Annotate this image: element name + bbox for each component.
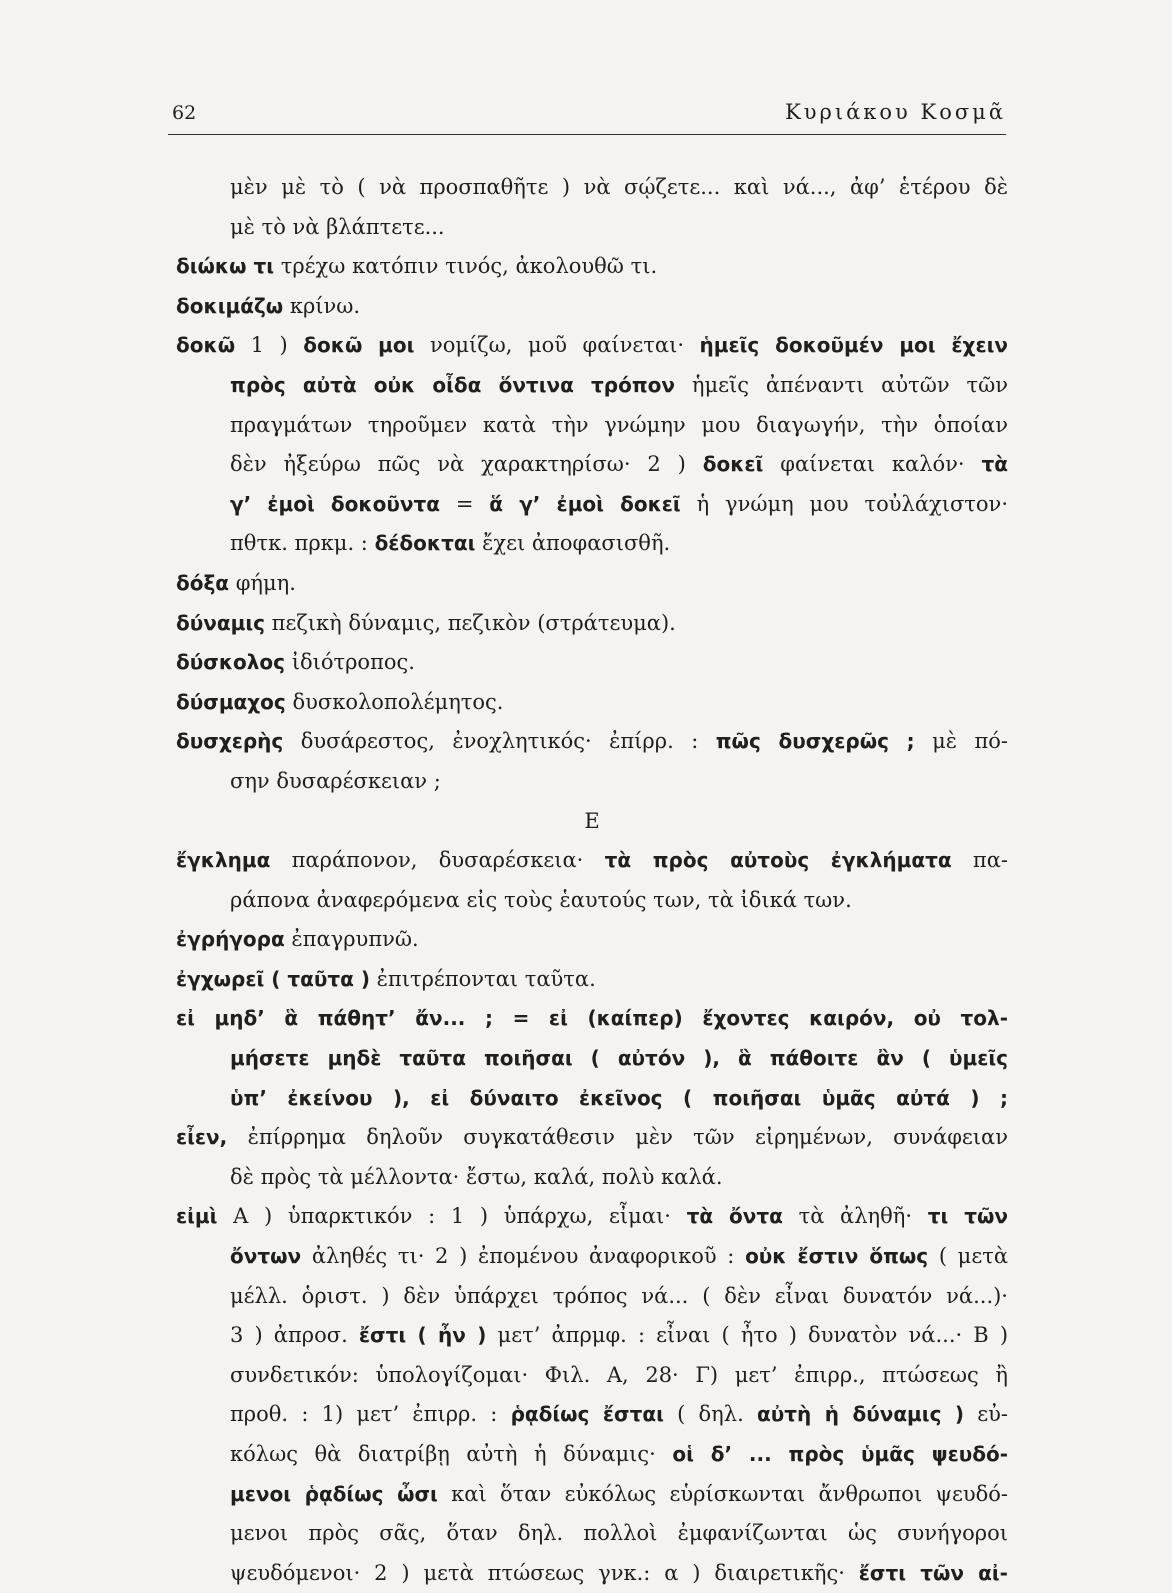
- headword: διώκω τι: [176, 254, 275, 279]
- definition-text: ἡμεῖς ἀπέναντι αὐτῶν τῶν: [675, 372, 1008, 397]
- definition-text: πραγμάτων τηροῦμεν κατὰ τὴν γνώμην μου διαγωγήν, τὴν ὁποίαν: [230, 412, 1008, 437]
- section-letter: [176, 802, 1008, 842]
- headword: πῶς δυσχερῶς ;: [715, 729, 915, 754]
- headword: μήσετε μηδὲ ταῦτα ποιῆσαι ( αὐτόν ), ἃ πάθοιτε ἂν ( ὑμεῖς: [230, 1046, 1008, 1071]
- dictionary-entry-line: [176, 960, 1008, 1000]
- headword: μενοι ῥᾳδίως ὦσι: [230, 1481, 438, 1506]
- headword: ὑπ’ ἐκείνου ), εἰ δύναιτο ἐκεῖνος ( ποιῆσαι ὑμᾶς αὐτά ) ;: [230, 1085, 1008, 1110]
- definition-text: ἀληθές τι· 2 ) ἐπομένου ἀναφορικοῦ :: [301, 1244, 746, 1269]
- definition-text: φήμη.: [229, 570, 296, 595]
- headword: τὰ: [981, 452, 1008, 477]
- dictionary-entry-line: [176, 643, 1008, 683]
- continuation-line: [176, 1277, 1008, 1317]
- dictionary-entry-line: [176, 247, 1008, 287]
- page-header: [168, 100, 1006, 135]
- continuation-line: [176, 1316, 1008, 1356]
- definition-text: νομίζω, μοῦ φαίνεται·: [414, 333, 700, 358]
- definition-text: πα-: [951, 848, 1008, 873]
- headword: ἔστι τῶν αἰ-: [858, 1560, 1008, 1585]
- headword: δοκεῖ: [702, 452, 764, 477]
- headword: ὄντων: [230, 1244, 302, 1269]
- definition-text: τρέχω κατόπιν τινός, ἀκολουθῶ τι.: [274, 254, 658, 279]
- headword: δοκῶ: [176, 333, 236, 358]
- definition-text: τὰ ἀληθῆ·: [782, 1204, 928, 1229]
- headword: αὐτὴ ἡ δύναμις ): [756, 1402, 965, 1427]
- definition-text: μὲν μὲ τὸ ( νὰ προσπαθῆτε ) νὰ σῴζετε... καὶ νά..., ἀφ’ ἑτέρου δὲ: [230, 175, 1008, 199]
- definition-text: ἐπίρρημα δηλοῦν συγκατάθεσιν μὲν τῶν εἰρημένων, συνάφειαν: [227, 1125, 1008, 1150]
- definition-text: κόλως θὰ διατρίβῃ αὐτὴ ἡ δύναμις·: [230, 1442, 673, 1466]
- headword: οἱ δ’ ... πρὸς ὑμᾶς ψευδό-: [672, 1442, 1008, 1466]
- definition-text: σην δυσαρέσκειαν ;: [230, 768, 441, 793]
- dictionary-entry-line: [176, 920, 1008, 960]
- headword: δέδοκται: [374, 531, 476, 556]
- definition-text: ψευδόμενοι· 2 ) μετὰ πτώσεως γνκ.: α ) διαιρετικῆς·: [230, 1560, 859, 1585]
- running-title: Κυριάκου Κοσμᾶ: [785, 100, 1006, 124]
- continuation-line: [176, 1514, 1008, 1554]
- headword: δόξα: [176, 570, 230, 595]
- headword: τὰ πρὸς αὐτοὺς ἐγκλήματα: [604, 848, 952, 873]
- headword: δοκιμάζω: [176, 293, 284, 318]
- dictionary-entry-line: [176, 564, 1008, 604]
- headword: ἔγκλημα: [176, 848, 271, 873]
- dictionary-entry-line: [176, 1197, 1008, 1237]
- continuation-line: [176, 208, 1008, 248]
- definition-text: φαίνεται καλόν·: [763, 452, 982, 477]
- headword: εἰ μηδ’ ἃ πάθητ’ ἄν... ; = εἰ (καίπερ) ἔχοντες καιρόν, οὐ τολ-: [176, 1006, 1008, 1031]
- definition-text: ( μετὰ: [928, 1244, 1008, 1269]
- continuation-line: [176, 485, 1008, 525]
- definition-text: παράπονον, δυσαρέσκεια·: [270, 848, 605, 873]
- continuation-line: [176, 1554, 1008, 1593]
- continuation-line: [176, 762, 1008, 802]
- dictionary-entry-line: [176, 1118, 1008, 1158]
- headword: δύσμαχος: [176, 689, 286, 714]
- dictionary-text: [176, 168, 1008, 1593]
- definition-text: ( δηλ.: [663, 1402, 757, 1427]
- dictionary-entry-line: [176, 722, 1008, 762]
- definition-text: ἐπιτρέπονται ταῦτα.: [369, 966, 596, 991]
- definition-text: μενοι πρὸς σᾶς, ὅταν δηλ. πολλοὶ ἐμφανίζωνται ὡς συνήγοροι: [230, 1521, 1008, 1546]
- headword: δυσχερὴς: [176, 729, 284, 754]
- definition-text: ράπονα ἀναφερόμενα εἰς τοὺς ἑαυτούς των, τὰ ἰδικά των.: [230, 887, 852, 912]
- page-number: 62: [172, 102, 197, 124]
- definition-text: ἐπαγρυπνῶ.: [284, 927, 419, 952]
- definition-text: 3 ) ἀπροσ.: [230, 1323, 359, 1348]
- definition-text: ἔχει ἀποφασισθῆ.: [475, 531, 671, 556]
- headword: δοκῶ μοι: [303, 333, 415, 358]
- definition-text: 1 ): [235, 333, 304, 358]
- continuation-line: [176, 1395, 1008, 1435]
- headword: εἶεν,: [176, 1125, 228, 1150]
- headword: οὐκ ἔστιν ὅπως: [745, 1244, 929, 1269]
- continuation-line: [176, 1237, 1008, 1277]
- definition-text: μὲ πό-: [914, 729, 1008, 754]
- continuation-line: [176, 366, 1008, 406]
- definition-text: εὐ-: [964, 1402, 1008, 1427]
- continuation-line: [176, 881, 1008, 921]
- definition-text: δυσάρεστος, ἐνοχλητικός· ἐπίρρ. :: [283, 729, 716, 754]
- definition-text: μὲ τὸ νὰ βλάπτετε...: [230, 214, 445, 239]
- headword: ἔστι ( ἦν ): [358, 1323, 487, 1348]
- headword: τι τῶν: [927, 1204, 1008, 1229]
- definition-text: δυσκολοπολέμητος.: [285, 689, 504, 714]
- dictionary-entry-line: [176, 604, 1008, 644]
- headword: ἐγχωρεῖ ( ταῦτα ): [176, 966, 370, 991]
- definition-text: προθ. : 1) μετ’ ἐπιρρ. :: [230, 1402, 511, 1427]
- continuation-line: [176, 1039, 1008, 1079]
- definition-text: ἡ γνώμη μου τοὐλάχιστον·: [680, 491, 1008, 516]
- continuation-line: [176, 1356, 1008, 1396]
- definition-text: δὲν ἠξεύρω πῶς νὰ χαρακτηρίσω· 2 ): [230, 452, 703, 477]
- headword: γ’ ἐμοὶ δοκοῦντα: [230, 491, 440, 516]
- dictionary-entry-line: [176, 326, 1008, 366]
- definition-text: πεζικὴ δύναμις, πεζικὸν (στράτευμα).: [264, 610, 676, 635]
- continuation-line: [176, 445, 1008, 485]
- dictionary-entry-line: [176, 287, 1008, 327]
- definition-text: κρίνω.: [283, 293, 361, 318]
- continuation-line: [176, 406, 1008, 446]
- headword: τὰ ὄντα: [686, 1204, 783, 1229]
- definition-text: δὲ πρὸς τὰ μέλλοντα· ἔστω, καλά, πολὺ καλά.: [230, 1164, 723, 1189]
- definition-text: μετ’ ἀπρμφ. : εἶναι ( ἦτο ) δυνατὸν νά...· Β ): [486, 1323, 1008, 1348]
- definition-text: καὶ ὅταν εὐκόλως εὑρίσκωνται ἄνθρωποι ψευδό-: [437, 1481, 1008, 1506]
- headword: εἰμὶ: [176, 1204, 218, 1229]
- definition-text: πθτκ. πρκμ. :: [230, 531, 375, 556]
- headword: δύσκολος: [176, 650, 286, 675]
- continuation-line: [176, 1158, 1008, 1198]
- dictionary-entry-line: [176, 683, 1008, 723]
- continuation-line: [176, 524, 1008, 564]
- headword: δύναμις: [176, 610, 265, 635]
- definition-text: μέλλ. ὁριστ. ) δὲν ὑπάρχει τρόπος νά... ( δὲν εἶναι δυνατόν νά...)·: [230, 1283, 1008, 1308]
- headword: πρὸς αὐτὰ οὐκ οἶδα ὅντινα τρόπον: [230, 372, 676, 397]
- continuation-line: [176, 1079, 1008, 1119]
- headword: ἐγρήγορα: [176, 927, 285, 952]
- definition-text: Ε: [584, 808, 600, 833]
- headword: ἅ γ’ ἐμοὶ δοκεῖ: [489, 491, 681, 516]
- headword: ῥᾳδίως ἔσται: [510, 1402, 664, 1427]
- continuation-line: [176, 168, 1008, 208]
- dictionary-entry-line: [176, 999, 1008, 1039]
- continuation-line: [176, 1435, 1008, 1475]
- headword: ἡμεῖς δοκοῦμέν μοι ἔχειν: [699, 333, 1008, 358]
- continuation-line: [176, 1475, 1008, 1515]
- definition-text: =: [439, 491, 490, 516]
- dictionary-entry-line: [176, 841, 1008, 881]
- definition-text: ἰδιότροπος.: [285, 650, 415, 675]
- definition-text: συνδετικόν: ὑπολογίζομαι· Φιλ. Α, 28· Γ) μετ’ ἐπιρρ., πτώσεως ἢ: [230, 1362, 1008, 1387]
- definition-text: Α ) ὑπαρκτικόν : 1 ) ὑπάρχω, εἶμαι·: [217, 1204, 687, 1229]
